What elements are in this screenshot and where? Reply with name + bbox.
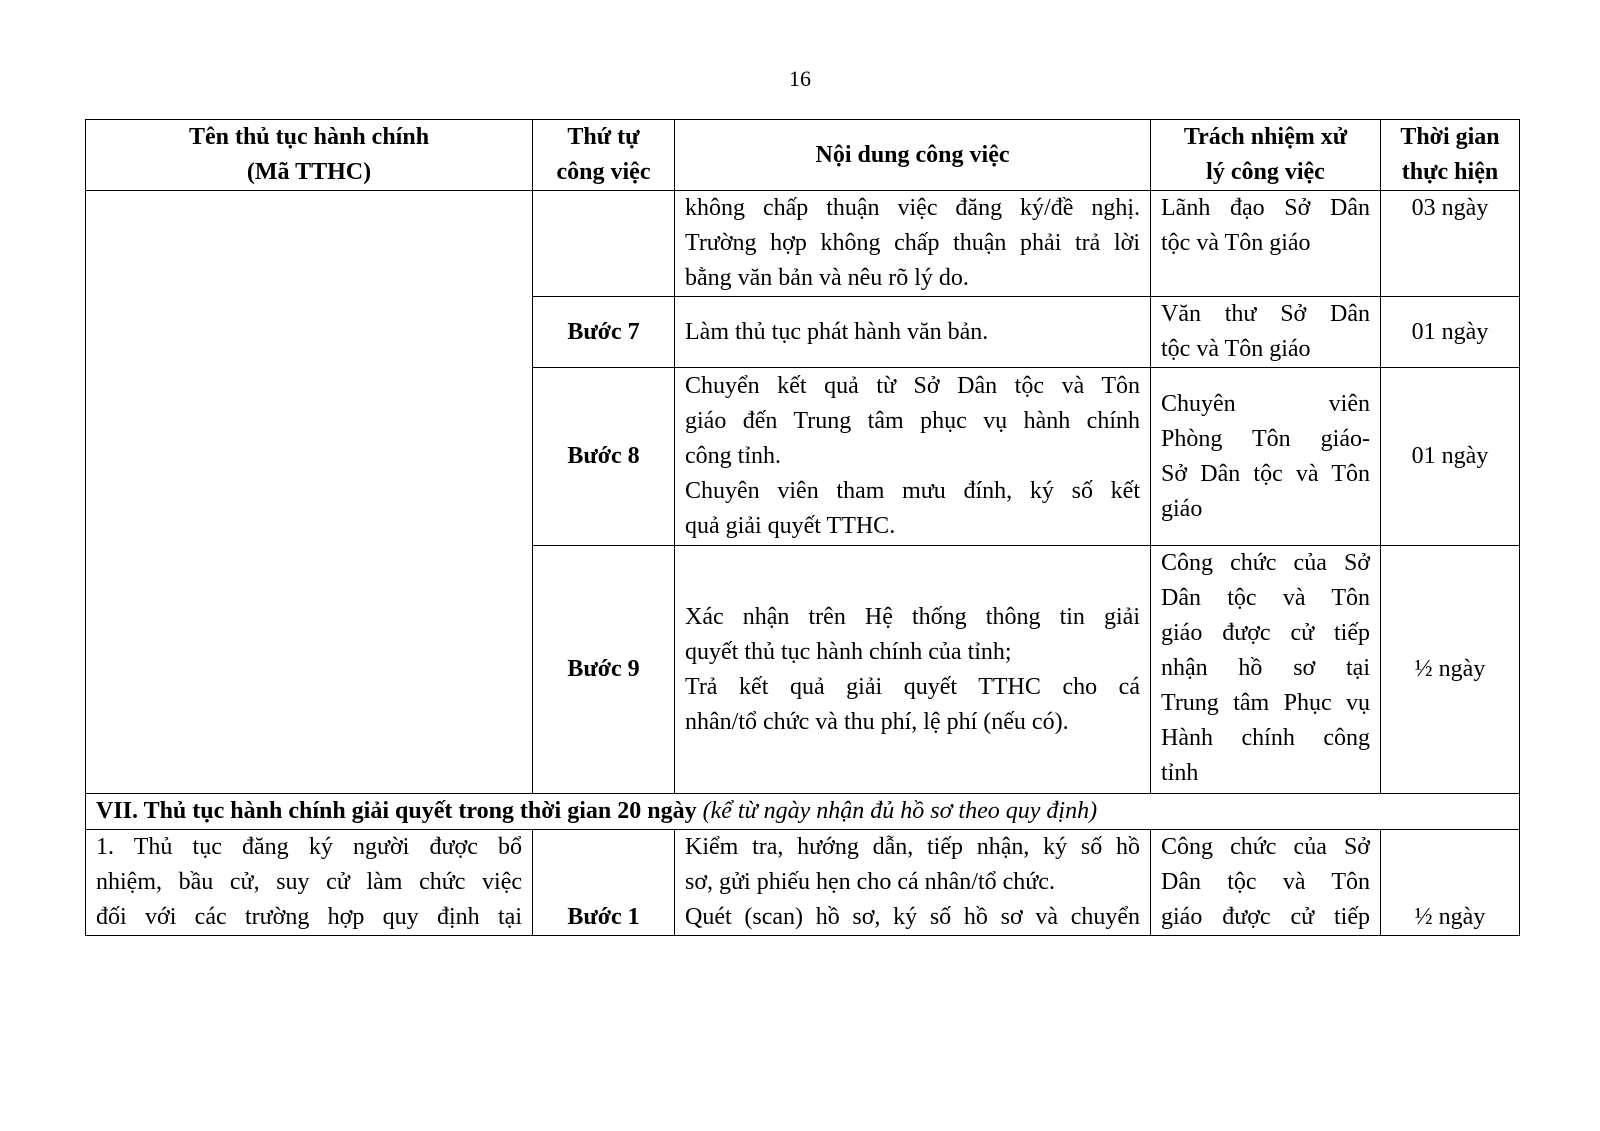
responsible-line: giáo được cử tiếp xyxy=(1161,620,1370,646)
content-line: Trả kết quả giải quyết TTHC cho cá xyxy=(685,673,1140,700)
header-step-order xyxy=(533,120,675,191)
table-header-row xyxy=(86,120,1520,191)
content-cell xyxy=(675,368,1151,546)
procedure-name-cell xyxy=(86,830,533,936)
step-cell: Bước 7 xyxy=(533,297,675,368)
content-line: Trường hợp không chấp thuận phải trả lời xyxy=(685,230,1140,256)
responsible-cell xyxy=(1151,830,1381,936)
responsible-line: tộc và Tôn giáo xyxy=(1161,336,1311,362)
responsible-line: Dân tộc và Tôn xyxy=(1161,585,1370,611)
content-line: nhân/tổ chức và thu phí, lệ phí (nếu có). xyxy=(685,708,1069,735)
content-line: Kiểm tra, hướng dẫn, tiếp nhận, ký số hồ xyxy=(685,834,1140,860)
step-cell: Bước 9 xyxy=(533,546,675,794)
content-line: không chấp thuận việc đăng ký/đề nghị. xyxy=(685,195,1140,221)
content-line: Xác nhận trên Hệ thống thông tin giải xyxy=(685,603,1140,630)
step-cell: Bước 8 xyxy=(533,368,675,546)
header-responsible xyxy=(1151,120,1381,191)
procedure-name-cell-empty xyxy=(86,191,533,794)
header-procedure-code-line: (Mã TTHC) xyxy=(246,159,372,185)
header-time-line: thực hiện xyxy=(1401,159,1499,185)
step-cell: Bước 1 xyxy=(533,830,675,936)
header-time-line: Thời gian xyxy=(1400,124,1500,150)
responsible-line: Dân tộc và Tôn xyxy=(1161,869,1370,895)
content-line: quả giải quyết TTHC. xyxy=(685,513,896,539)
section-heading xyxy=(86,794,1520,830)
responsible-line: nhận hồ sơ tại xyxy=(1161,655,1370,681)
header-step-order-line: công việc xyxy=(556,159,651,185)
header-procedure-name xyxy=(86,120,533,191)
responsible-line: Trung tâm Phục vụ xyxy=(1161,690,1370,716)
content-line: bằng văn bản và nêu rõ lý do. xyxy=(685,265,969,291)
procedure-line: đối với các trường hợp quy định tại xyxy=(96,904,522,930)
content-line: Làm thủ tục phát hành văn bản. xyxy=(685,318,989,345)
content-line: Chuyên viên tham mưu đính, ký số kết xyxy=(685,478,1140,504)
time-cell: 01 ngày xyxy=(1381,368,1520,546)
responsible-cell xyxy=(1151,368,1381,546)
section-title: VII. Thủ tục hành chính giải quyết trong thời gian 20 ngày xyxy=(96,798,697,824)
time-cell: ½ ngày xyxy=(1381,830,1520,936)
responsible-cell xyxy=(1151,546,1381,794)
header-time xyxy=(1381,120,1520,191)
header-step-order-line: Thứ tự xyxy=(567,124,640,150)
procedure-table xyxy=(85,119,1520,936)
table-row xyxy=(86,191,1520,297)
section-note: (kể từ ngày nhận đủ hồ sơ theo quy định) xyxy=(702,798,1098,824)
content-line: Quét (scan) hồ sơ, ký số hồ sơ và chuyển xyxy=(685,904,1140,930)
time-cell: 01 ngày xyxy=(1381,297,1520,368)
table-row xyxy=(86,830,1520,936)
content-line: sơ, gửi phiếu hẹn cho cá nhân/tổ chức. xyxy=(685,869,1055,895)
responsible-line: tỉnh xyxy=(1161,760,1199,786)
responsible-line: Chuyên viên xyxy=(1161,390,1370,417)
responsible-line: giáo xyxy=(1161,495,1203,522)
time-cell: 03 ngày xyxy=(1381,191,1520,297)
content-cell xyxy=(675,191,1151,297)
step-cell xyxy=(533,191,675,297)
section-heading-row xyxy=(86,794,1520,830)
responsible-line: Công chức của Sở xyxy=(1161,834,1370,860)
responsible-line: Văn thư Sở Dân xyxy=(1161,301,1370,327)
content-cell xyxy=(675,830,1151,936)
responsible-cell xyxy=(1151,191,1381,297)
time-cell: ½ ngày xyxy=(1381,546,1520,794)
responsible-line: Phòng Tôn giáo- xyxy=(1161,425,1370,452)
responsible-line: Sở Dân tộc và Tôn xyxy=(1161,460,1370,487)
responsible-line: Công chức của Sở xyxy=(1161,550,1370,576)
content-cell xyxy=(675,546,1151,794)
header-responsible-line: Trách nhiệm xử xyxy=(1183,124,1348,150)
header-content: Nội dung công việc xyxy=(675,120,1151,191)
responsible-line: tộc và Tôn giáo xyxy=(1161,230,1311,256)
content-cell xyxy=(675,297,1151,368)
responsible-line: giáo được cử tiếp xyxy=(1161,904,1370,930)
page-number: 16 xyxy=(789,66,811,91)
content-line: Chuyển kết quả từ Sở Dân tộc và Tôn xyxy=(685,373,1140,399)
responsible-cell xyxy=(1151,297,1381,368)
procedure-line: 1. Thủ tục đăng ký người được bổ xyxy=(96,834,522,860)
content-line: giáo đến Trung tâm phục vụ hành chính xyxy=(685,408,1140,434)
header-responsible-line: lý công việc xyxy=(1206,159,1325,185)
header-procedure-name-line: Tên thủ tục hành chính xyxy=(188,124,430,150)
responsible-line: Lãnh đạo Sở Dân xyxy=(1161,195,1370,221)
responsible-line: Hành chính công xyxy=(1161,725,1370,751)
content-line: quyết thủ tục hành chính của tỉnh; xyxy=(685,638,1012,665)
content-line: công tỉnh. xyxy=(685,443,781,469)
procedure-line: nhiệm, bầu cử, suy cử làm chức việc xyxy=(96,869,522,895)
